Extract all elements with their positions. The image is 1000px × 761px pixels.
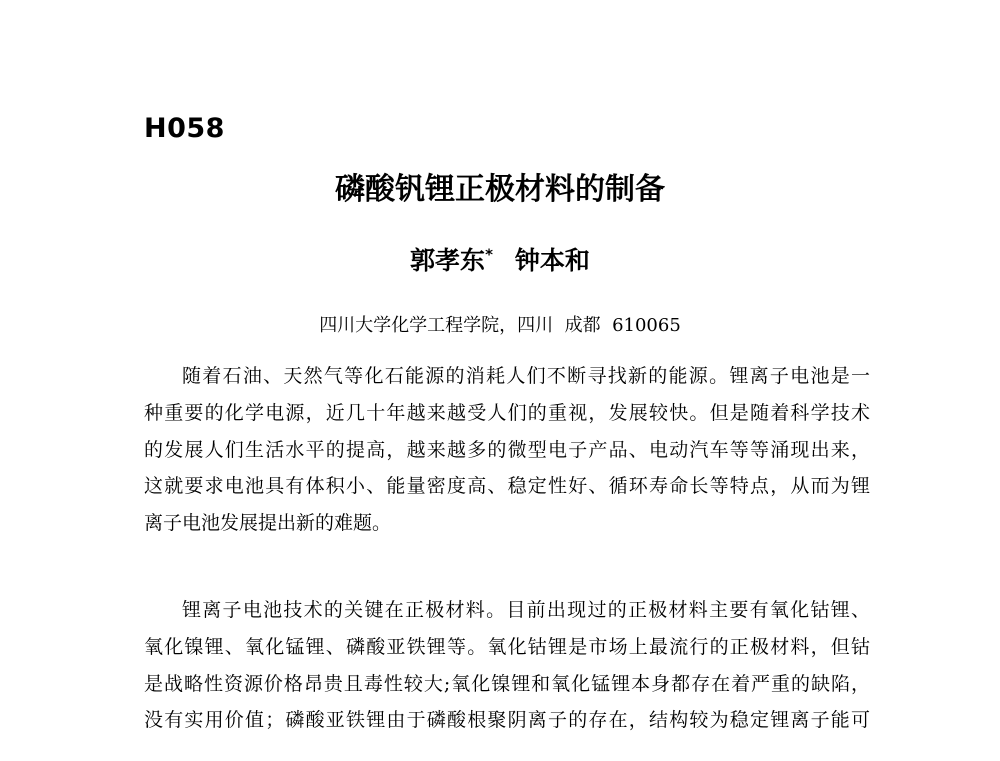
document-code: H058 <box>144 113 225 144</box>
text-line: 种重要的化学电源，近几十年越来越受人们的重视，发展较快。但是随着科学技术 <box>144 401 870 424</box>
text-line: 是战略性资源价格昂贵且毒性较大;氧化镍锂和氧化锰锂本身都存在着严重的缺陷， <box>144 672 870 695</box>
affiliation: 四川大学化学工程学院，四川 成都 610065 <box>319 315 681 336</box>
text-line: 锂离子电池技术的关键在正极材料。目前出现过的正极材料主要有氧化钴锂、 <box>182 599 870 621</box>
body-paragraph <box>144 358 870 542</box>
author-name: 郭孝东 <box>410 246 486 275</box>
text-line: 没有实用价值；磷酸亚铁锂由于磷酸根聚阴离子的存在，结构较为稳定锂离子能可 <box>144 709 870 732</box>
paper-title: 磷酸钒锂正极材料的制备 <box>335 172 665 207</box>
text-line: 的发展人们生活水平的提高，越来越多的微型电子产品、电动汽车等等涌现出来， <box>144 438 870 461</box>
text-line: 随着石油、天然气等化石能源的消耗人们不断寻找新的能源。锂离子电池是一 <box>182 365 870 387</box>
corresponding-author-mark: * <box>485 245 493 264</box>
text-line: 氧化镍锂、氧化锰锂、磷酸亚铁锂等。氧化钴锂是市场上最流行的正极材料，但钴 <box>144 635 870 658</box>
author-name: 钟本和 <box>514 246 590 275</box>
text-line: 这就要求电池具有体积小、能量密度高、稳定性好、循环寿命长等特点，从而为锂 <box>144 475 870 498</box>
text-line: 离子电池发展提出新的难题。 <box>144 512 392 535</box>
author-list <box>0 244 1000 278</box>
body-paragraph <box>144 592 870 739</box>
